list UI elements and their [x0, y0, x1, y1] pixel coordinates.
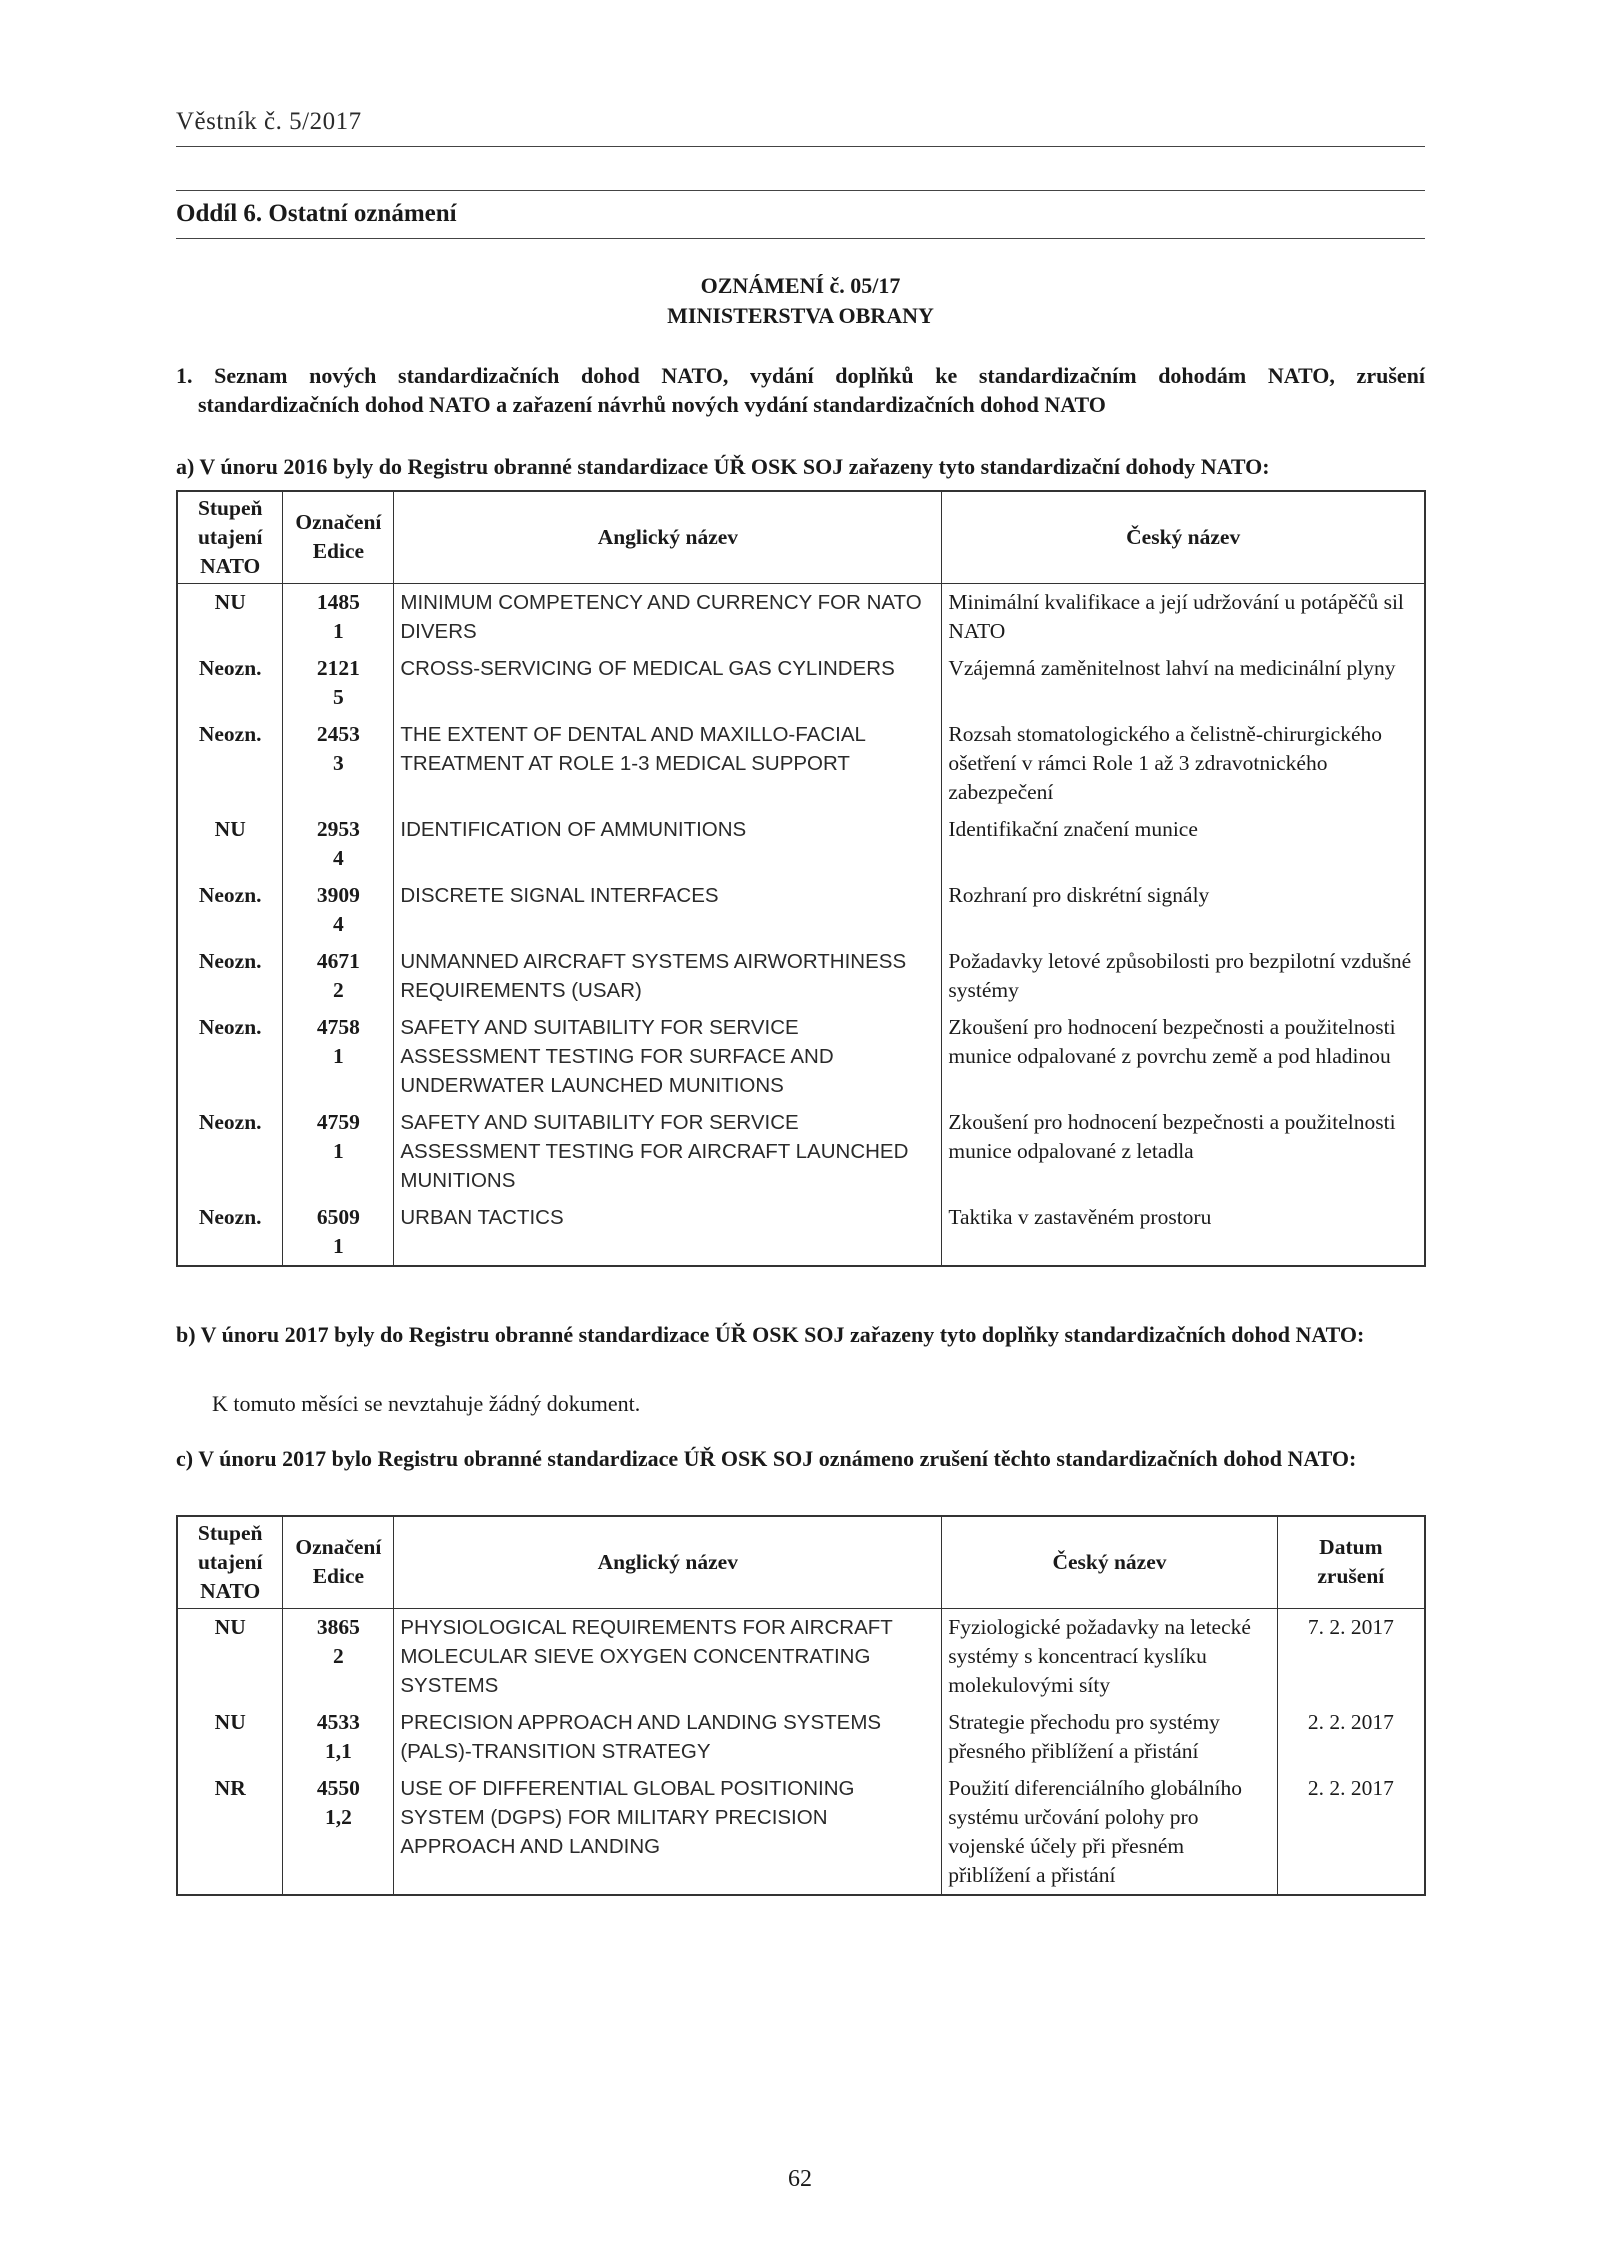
czech-title-cz: Vzájemná zaměnitelnost lahví na medicinální plyny	[948, 655, 1396, 680]
classification-cell	[177, 1009, 283, 1104]
classification-cell	[177, 943, 283, 1009]
designation-edition-cell	[283, 943, 394, 1009]
cancellation-date-cell	[1277, 1704, 1425, 1770]
english-title-cell	[394, 1770, 942, 1895]
table-row	[177, 1770, 1425, 1895]
czech-title-cell	[942, 1104, 1425, 1199]
czech-title-cz: Zkoušení pro hodnocení bezpečnosti a použitelnosti munice odpalované z povrchu země a pod hladinou	[948, 1014, 1396, 1068]
classification-cell	[177, 1704, 283, 1770]
english-title-cell	[394, 1199, 942, 1266]
designation-edition-code: 2953	[316, 816, 360, 841]
english-title-cell	[394, 1104, 942, 1199]
part-b-heading: b) V únoru 2017 byly do Registru obranné standardizace ÚŘ OSK SOJ zařazeny tyto doplňky standardizačních dohod NATO:	[176, 1322, 1365, 1347]
designation-edition-edition: 1	[333, 1043, 344, 1068]
designation-edition-cell	[283, 1770, 394, 1895]
cancellation-date-date: 2. 2. 2017	[1307, 1709, 1394, 1734]
czech-title-cell	[942, 943, 1425, 1009]
english-title-en: SAFETY AND SUITABILITY FOR SERVICE ASSESSMENT TESTING FOR SURFACE AND UNDERWATER LAUNCHED MUNITIONS	[400, 1015, 834, 1097]
classification-level: Neozn.	[198, 655, 262, 680]
cancellation-date-date: 2. 2. 2017	[1307, 1775, 1394, 1800]
running-head: Věstník č. 5/2017	[176, 108, 362, 135]
english-title-cell	[394, 1009, 942, 1104]
czech-title-cell	[942, 1009, 1425, 1104]
czech-title-cell	[942, 650, 1425, 716]
english-title-en: DISCRETE SIGNAL INTERFACES	[400, 883, 719, 907]
classification-level: NR	[214, 1775, 246, 1800]
designation-edition-edition: 5	[333, 684, 344, 709]
czech-title-cz: Strategie přechodu pro systémy přesného přiblížení a přistání	[948, 1709, 1220, 1763]
new-agreements-table	[176, 490, 1426, 1267]
designation-edition-cell	[283, 811, 394, 877]
designation-edition-code: 4671	[316, 948, 360, 973]
english-title-cell	[394, 650, 942, 716]
czech-title-cz: Fyziologické požadavky na letecké systémy s koncentrací kyslíku molekulovými síty	[948, 1614, 1251, 1697]
english-title-cell	[394, 811, 942, 877]
notice-issuer: MINISTERSTVA OBRANY	[667, 303, 934, 328]
table-row	[177, 811, 1425, 877]
czech-title-cz: Identifikační značení munice	[948, 816, 1198, 841]
classification-cell	[177, 1104, 283, 1199]
intro-line-2: standardizačních dohod NATO a zařazení návrhů nových vydání standardizačních dohod NATO	[198, 392, 1106, 417]
classification-cell	[177, 1199, 283, 1266]
designation-edition-code: 1485	[316, 589, 360, 614]
table-row	[177, 650, 1425, 716]
designation-edition-cell	[283, 1104, 394, 1199]
designation-edition-code: 4759	[316, 1109, 360, 1134]
column-header: Datum zrušení	[1277, 1516, 1425, 1608]
classification-level: Neozn.	[198, 1109, 262, 1134]
classification-cell	[177, 716, 283, 811]
english-title-cell	[394, 877, 942, 943]
english-title-en: MINIMUM COMPETENCY AND CURRENCY FOR NATO DIVERS	[400, 590, 922, 643]
cancellation-date-cell	[1277, 1770, 1425, 1895]
classification-level: Neozn.	[198, 1204, 262, 1229]
part-b-note: K tomuto měsíci se nevztahuje žádný dokument.	[212, 1391, 641, 1416]
column-header: Český název	[942, 1516, 1277, 1608]
table-header-row	[177, 491, 1425, 583]
column-header: Označení Edice	[283, 491, 394, 583]
section-title: Oddíl 6. Ostatní oznámení	[176, 200, 457, 227]
designation-edition-code: 4533	[316, 1709, 360, 1734]
czech-title-cell	[942, 1199, 1425, 1266]
classification-cell	[177, 1608, 283, 1704]
english-title-en: SAFETY AND SUITABILITY FOR SERVICE ASSESSMENT TESTING FOR AIRCRAFT LAUNCHED MUNITIONS	[400, 1110, 909, 1192]
column-header: Anglický název	[394, 491, 942, 583]
table-row	[177, 1608, 1425, 1704]
classification-cell	[177, 877, 283, 943]
table-row	[177, 877, 1425, 943]
czech-title-cell	[942, 1770, 1277, 1895]
classification-cell	[177, 650, 283, 716]
designation-edition-edition: 1	[333, 618, 344, 643]
column-header: Stupeň utajení NATO	[177, 1516, 283, 1608]
classification-level: NU	[214, 1709, 246, 1734]
classification-level: NU	[214, 1614, 246, 1639]
designation-edition-cell	[283, 583, 394, 650]
table-row	[177, 1704, 1425, 1770]
designation-edition-edition: 1	[333, 1138, 344, 1163]
english-title-en: PRECISION APPROACH AND LANDING SYSTEMS (PALS)-TRANSITION STRATEGY	[400, 1710, 882, 1763]
czech-title-cz: Rozhraní pro diskrétní signály	[948, 882, 1210, 907]
english-title-en: UNMANNED AIRCRAFT SYSTEMS AIRWORTHINESS REQUIREMENTS (USAR)	[400, 949, 907, 1002]
czech-title-cz: Rozsah stomatologického a čelistně-chirurgického ošetření v rámci Role 1 až 3 zdravotnického zabezpečení	[948, 721, 1383, 804]
header-rule	[176, 146, 1425, 147]
intro-line-1: 1. Seznam nových standardizačních dohod NATO, vydání doplňků ke standardizačním dohodám NATO, zrušení	[176, 363, 1425, 388]
classification-level: Neozn.	[198, 721, 262, 746]
designation-edition-edition: 1,1	[324, 1738, 352, 1763]
section-rule-top	[176, 190, 1425, 191]
czech-title-cz: Požadavky letové způsobilosti pro bezpilotní vzdušné systémy	[948, 948, 1412, 1002]
designation-edition-edition: 1,2	[324, 1804, 352, 1829]
classification-level: Neozn.	[198, 882, 262, 907]
column-header: Anglický název	[394, 1516, 942, 1608]
designation-edition-code: 6509	[316, 1204, 360, 1229]
classification-cell	[177, 811, 283, 877]
english-title-cell	[394, 1608, 942, 1704]
czech-title-cell	[942, 811, 1425, 877]
page-number: 62	[788, 2166, 812, 2192]
designation-edition-code: 2453	[316, 721, 360, 746]
part-a-heading: a) V únoru 2016 byly do Registru obranné standardizace ÚŘ OSK SOJ zařazeny tyto standardizační dohody NATO:	[176, 454, 1270, 479]
designation-edition-cell	[283, 650, 394, 716]
notice-number: OZNÁMENÍ č. 05/17	[700, 273, 901, 298]
english-title-en: THE EXTENT OF DENTAL AND MAXILLO-FACIAL TREATMENT AT ROLE 1-3 MEDICAL SUPPORT	[400, 722, 866, 775]
english-title-cell	[394, 583, 942, 650]
designation-edition-edition: 2	[333, 1643, 344, 1668]
designation-edition-code: 4758	[316, 1014, 360, 1039]
designation-edition-code: 3865	[316, 1614, 360, 1639]
czech-title-cell	[942, 877, 1425, 943]
english-title-en: USE OF DIFFERENTIAL GLOBAL POSITIONING SYSTEM (DGPS) FOR MILITARY PRECISION APPROACH AND LANDING	[400, 1776, 855, 1858]
column-header: Označení Edice	[283, 1516, 394, 1608]
designation-edition-code: 4550	[316, 1775, 360, 1800]
part-c-heading: c) V únoru 2017 bylo Registru obranné standardizace ÚŘ OSK SOJ oznámeno zrušení těchto standardizačních dohod NATO:	[176, 1446, 1357, 1471]
designation-edition-cell	[283, 1009, 394, 1104]
section-rule-bottom	[176, 238, 1425, 239]
table-row	[177, 1104, 1425, 1199]
cancellation-date-cell	[1277, 1608, 1425, 1704]
english-title-en: CROSS-SERVICING OF MEDICAL GAS CYLINDERS	[400, 656, 895, 680]
designation-edition-cell	[283, 1199, 394, 1266]
table-row	[177, 943, 1425, 1009]
classification-cell	[177, 583, 283, 650]
designation-edition-cell	[283, 716, 394, 811]
classification-level: Neozn.	[198, 1014, 262, 1039]
designation-edition-edition: 4	[333, 911, 344, 936]
czech-title-cell	[942, 583, 1425, 650]
designation-edition-cell	[283, 877, 394, 943]
designation-edition-cell	[283, 1704, 394, 1770]
table-row	[177, 1199, 1425, 1266]
english-title-cell	[394, 943, 942, 1009]
classification-level: NU	[214, 589, 246, 614]
czech-title-cz: Taktika v zastavěném prostoru	[948, 1204, 1212, 1229]
english-title-en: IDENTIFICATION OF AMMUNITIONS	[400, 817, 747, 841]
czech-title-cz: Minimální kvalifikace a její udržování u potápěčů sil NATO	[948, 589, 1404, 643]
table-row	[177, 583, 1425, 650]
designation-edition-edition: 3	[333, 750, 344, 775]
designation-edition-cell	[283, 1608, 394, 1704]
english-title-en: URBAN TACTICS	[400, 1205, 564, 1229]
classification-level: NU	[214, 816, 246, 841]
cancellation-date-date: 7. 2. 2017	[1307, 1614, 1394, 1639]
czech-title-cell	[942, 716, 1425, 811]
designation-edition-code: 2121	[316, 655, 360, 680]
classification-level: Neozn.	[198, 948, 262, 973]
english-title-en: PHYSIOLOGICAL REQUIREMENTS FOR AIRCRAFT MOLECULAR SIEVE OXYGEN CONCENTRATING SYSTEMS	[400, 1615, 893, 1697]
classification-cell	[177, 1770, 283, 1895]
notice-heading	[176, 271, 1425, 331]
column-header: Český název	[942, 491, 1425, 583]
designation-edition-edition: 4	[333, 845, 344, 870]
designation-edition-code: 3909	[316, 882, 360, 907]
czech-title-cell	[942, 1608, 1277, 1704]
czech-title-cz: Zkoušení pro hodnocení bezpečnosti a použitelnosti munice odpalované z letadla	[948, 1109, 1396, 1163]
cancelled-agreements-table	[176, 1515, 1426, 1896]
table-row	[177, 716, 1425, 811]
intro-paragraph	[176, 361, 1425, 419]
czech-title-cz: Použití diferenciálního globálního systému určování polohy pro vojenské účely při přesném přiblížení a přistání	[948, 1775, 1243, 1887]
english-title-cell	[394, 1704, 942, 1770]
table-row	[177, 1009, 1425, 1104]
designation-edition-edition: 1	[333, 1233, 344, 1258]
czech-title-cell	[942, 1704, 1277, 1770]
table-header-row	[177, 1516, 1425, 1608]
column-header: Stupeň utajení NATO	[177, 491, 283, 583]
designation-edition-edition: 2	[333, 977, 344, 1002]
english-title-cell	[394, 716, 942, 811]
